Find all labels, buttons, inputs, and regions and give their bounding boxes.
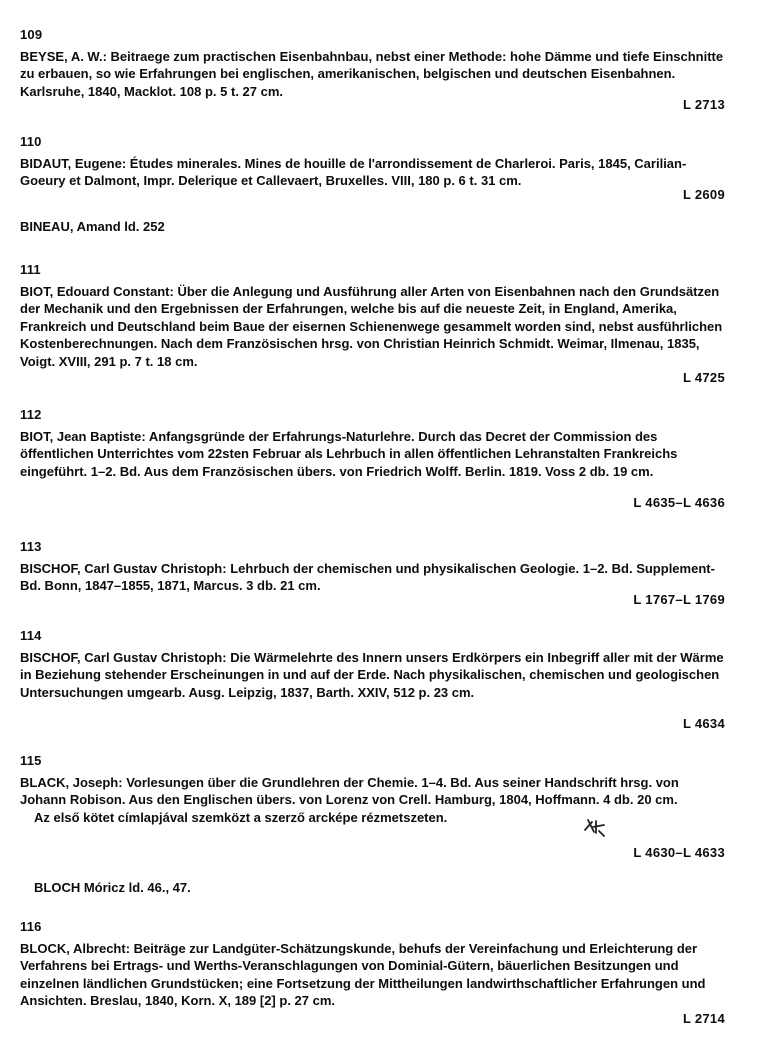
entry-description: Beitraege zum practischen Eisenbahnbau, nebst einer Methode: hohe Dämme und tiefe Einschnitte zu erbauen, so wie Erfahrungen bei englischen, amerikanischen, belgischen und deutschen Eisenbahnen. Karlsruhe, 1840, Macklot. 108 p. 5 t. 27 cm. <box>20 48 724 99</box>
entry-description: Vorlesungen über die Grundlehren der Chemie. 1–4. Bd. Aus seiner Handschrift hrsg. von Johann Robison. Aus den Englischen übers. von Lorenz von Crell. Hamburg, 1804, Hoffmann. 4 db. 20 cm. <box>20 774 679 807</box>
call-number: L 2609 <box>682 187 725 202</box>
entry-author: BISCHOF, Carl Gustav Christoph: <box>20 560 227 576</box>
handwritten-mark-icon <box>582 816 608 838</box>
entry-number: 111 <box>20 262 41 277</box>
entry-note: Az első kötet címlapjával szemközt a szerző arcképe rézmetszeten. <box>34 809 448 825</box>
entry-number: 114 <box>20 628 42 643</box>
entry-number: 113 <box>20 539 42 554</box>
call-number: L 4725 <box>682 370 725 385</box>
call-number: L 4635–L 4636 <box>633 495 725 510</box>
catalog-entry <box>20 133 725 205</box>
entry-author: BEYSE, A. W.: <box>20 48 107 64</box>
entry-author: BLOCK, Albrecht: <box>20 940 131 956</box>
entry-description: Über die Anlegung und Ausführung aller Arten von Eisenbahnen nach den Grundsätzen der Mechanik und den Ergebnissen der Erfahrungen, welche bis auf die neueste Zeit, in England, Amerika, Frankreich und Deutschland beim Baue der eisernen Schienenwege gesammelt worden sind, nebst ausführlichen Kostenberechnungen. Nach dem Französischen hrsg. von Christian Heinrich Schmidt. Weimar, Ilmenau, 1835, Voigt. XVIII, 291 p. 7 t. 18 cm. <box>20 283 723 369</box>
entry-body <box>20 428 725 481</box>
entry-author: BIOT, Edouard Constant: <box>20 283 174 299</box>
entry-description: Anfangsgründe der Erfahrungs-Naturlehre. Durch das Decret der Commission des öffentlichen Unterrichtes vom 22sten Februar als Lehrbuch in allen öffentlichen Lehranstalten Frankreichs eingeführt. 1–2. Bd. Aus dem Französischen übers. von Friedrich Wolff. Berlin. 1819. Voss 2 db. 19 cm. <box>20 428 678 479</box>
entry-number: 110 <box>20 134 42 149</box>
catalog-entry <box>20 752 725 862</box>
entry-author: BIOT, Jean Baptiste: <box>20 428 146 444</box>
call-number: L 2713 <box>682 97 725 112</box>
entry-description: Lehrbuch der chemischen und physikalischen Geologie. 1–2. Bd. Supplement-Bd. Bonn, 1847–1855, 1871, Marcus. 3 db. 21 cm. <box>20 560 715 593</box>
entry-body <box>20 283 725 371</box>
entry-body <box>20 940 725 1010</box>
call-number: L 2714 <box>682 1011 725 1026</box>
entry-description: Die Wärmelehrte des Innern unsers Erdkörpers ein Inbegriff aller mit der Wärme in Beziehung stehender Erscheinungen in und auf der Erde. Nach physikalischen, chemischen und geologischen Untersuchungen umgearb. Ausg. Leipzig, 1837, Barth. XXIV, 512 p. 23 cm. <box>20 649 724 700</box>
entry-body <box>20 649 725 702</box>
entry-body <box>20 774 725 809</box>
entry-number: 109 <box>20 27 43 42</box>
entry-description: Études minerales. Mines de houille de l'arrondissement de Charleroi. Paris, 1845, Carilian-Goeury et Dalmont, Impr. Delerique et Callevaert, Bruxelles. VIII, 180 p. 6 t. 31 cm. <box>20 155 687 188</box>
cross-reference: BLOCH Móricz ld. 46., 47. <box>34 880 191 895</box>
catalog-entry <box>20 406 725 514</box>
entry-author: BIDAUT, Eugene: <box>20 155 127 171</box>
call-number: L 4634 <box>682 716 725 731</box>
entry-number: 112 <box>20 407 42 422</box>
entry-number: 115 <box>20 753 42 768</box>
entry-body <box>20 48 725 101</box>
entry-number: 116 <box>20 919 42 934</box>
entry-author: BLACK, Joseph: <box>20 774 123 790</box>
entry-body <box>20 560 725 595</box>
catalog-entry <box>20 627 725 732</box>
entry-description: Beiträge zur Landgüter-Schätzungskunde, behufs der Vereinfachung und Erleichterung der Verfahrens bei Ertrags- und Werths-Veranschlagungen von Dominial-Gütern, bäuerlichen Besitzungen und einzelnen ländlichen Grundstücken; eine Fortsetzung der Mittheilungen landwirthschaftlicher Erfahrungen und Ansichten. Breslau, 1840, Korn. X, 189 [2] p. 27 cm. <box>20 940 706 1008</box>
entry-author: BISCHOF, Carl Gustav Christoph: <box>20 649 227 665</box>
catalog-entry <box>20 918 725 1028</box>
catalog-entry <box>20 26 725 116</box>
call-number: L 1767–L 1769 <box>633 592 725 607</box>
cross-reference: BINEAU, Amand ld. 252 <box>20 219 165 234</box>
call-number: L 4630–L 4633 <box>633 845 725 860</box>
catalog-entry <box>20 538 725 610</box>
entry-body <box>20 155 725 190</box>
catalog-entry <box>20 261 725 386</box>
